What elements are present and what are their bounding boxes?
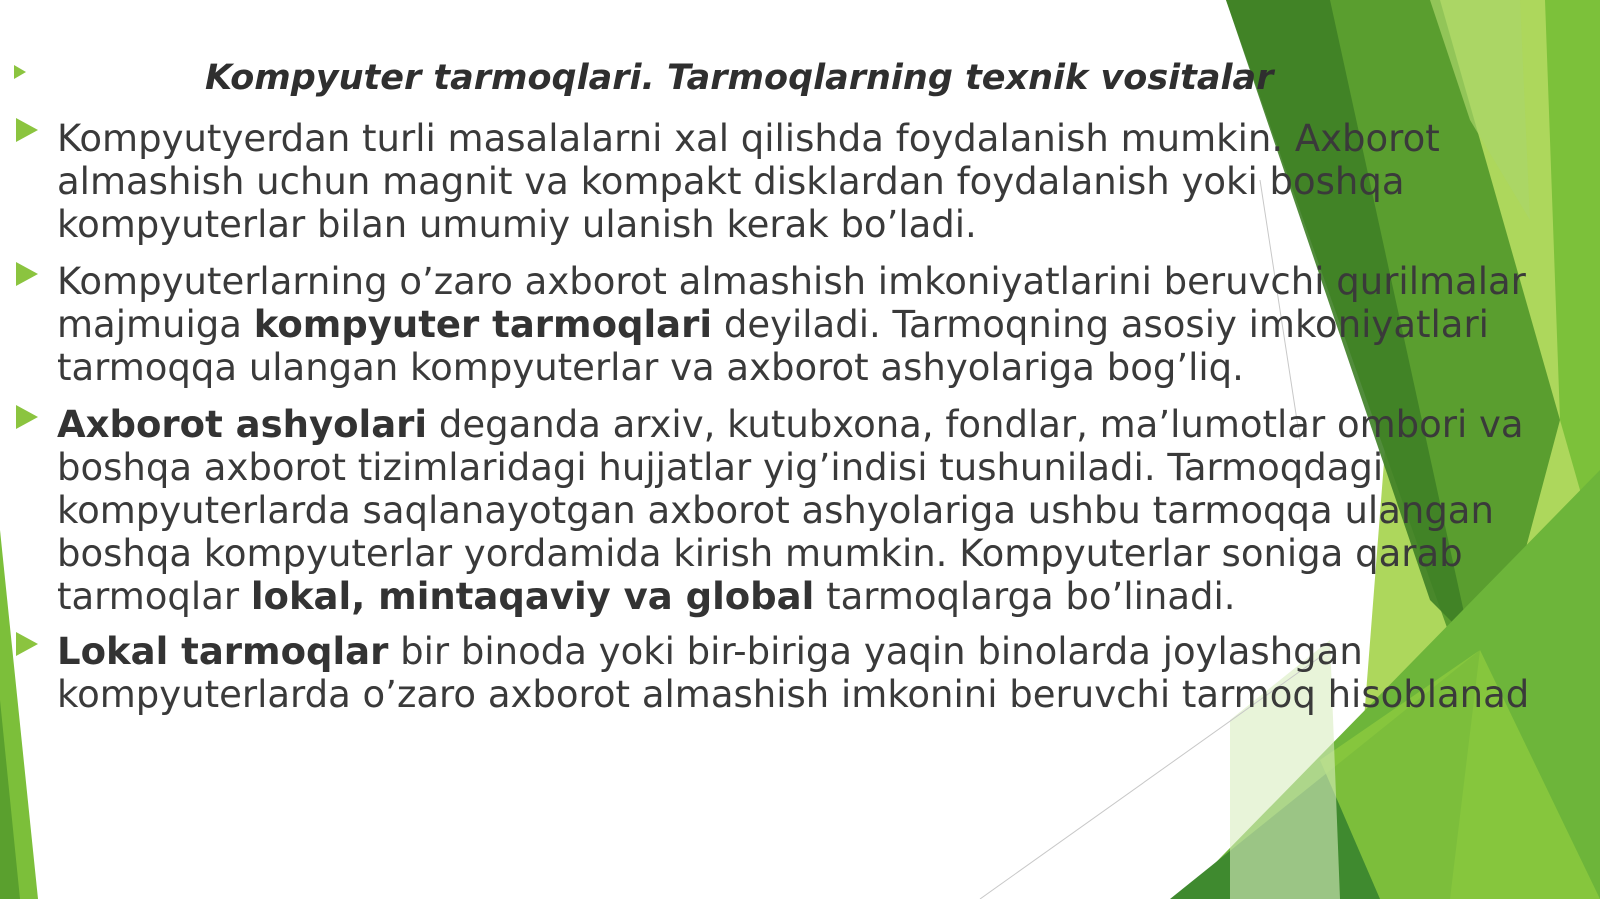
paragraph-1	[57, 117, 1587, 246]
paragraph-text: Kompyutyerdan turli masalalarni xal qilishda foydalanish mumkin. Axborot almashish uchun magnit va kompakt disklardan foydalanish yoki boshqa kompyuterlar bilan umumiy ulanish kerak bo’ladi.	[57, 117, 1440, 246]
paragraph-text: Kompyuterlarning o’zaro axborot almashish imkoniyatlarini beruvchi qurilmalar majmuiga	[57, 260, 1526, 346]
bold-term: Lokal tarmoqlar	[57, 630, 389, 673]
bold-term: kompyuter tarmoqlari	[253, 303, 713, 346]
title-bullet-icon	[14, 65, 26, 79]
paragraph-3	[57, 403, 1587, 618]
paragraph-text: deyiladi. Tarmoqning asosiy imkoniyatlari tarmoqqa ulangan kompyuterlar va axborot ashyolariga bog’liq.	[57, 303, 1489, 389]
bullet-icon	[16, 405, 38, 429]
slide-title: Kompyuter tarmoqlari. Tarmoqlarning texnik vositalar	[205, 58, 1274, 98]
bold-term: Axborot ashyolari	[57, 403, 428, 446]
paragraph-text: deganda arxiv, kutubxona, fondlar, ma’lumotlar ombori va boshqa axborot tizimlaridagi hujjatlar yig’indisi tushuniladi. Tarmoqdagi kompyuterlarda saqlanayotgan axborot ashyolariga ushbu tarmoqqa ulangan boshqa kompyuterlar yordamida kirish mumkin. Kompyuterlar soniga qarab tarmoqlar	[57, 403, 1524, 618]
bullet-icon	[16, 118, 38, 142]
bullet-icon	[16, 262, 38, 286]
paragraph-4	[57, 630, 1587, 716]
paragraph-text: bir binoda yoki bir-biriga yaqin binolarda joylashgan kompyuterlarda o’zaro axborot almashish imkonini beruvchi tarmoq hisoblanad	[57, 630, 1530, 716]
paragraph-text: tarmoqlarga bo’linadi.	[814, 575, 1236, 618]
bold-term: lokal, mintaqaviy va global	[250, 575, 815, 618]
bullet-icon	[16, 632, 38, 656]
paragraph-2	[57, 260, 1587, 389]
